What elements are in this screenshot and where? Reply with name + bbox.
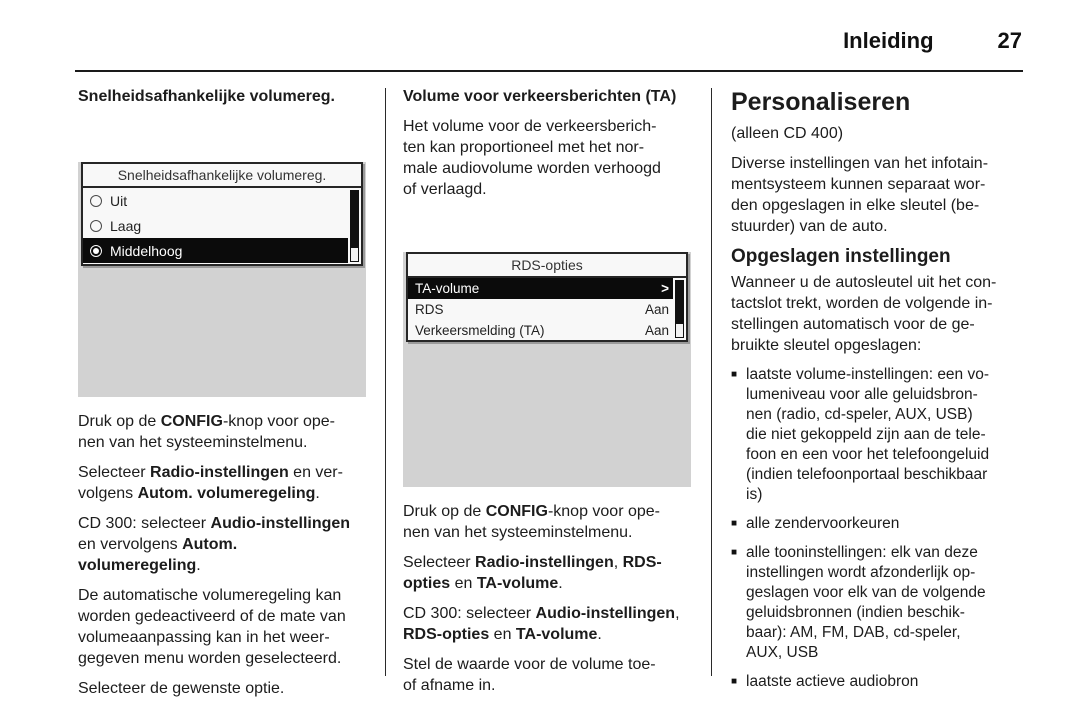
paragraph: CD 300: selecteer Audio-instellingen en vervolgens Autom. volumeregeling. bbox=[78, 515, 351, 574]
illustration-rds-options bbox=[403, 252, 691, 487]
display-screenshot bbox=[81, 162, 363, 266]
display-menu-item bbox=[83, 213, 348, 238]
bullet-square-icon: ■ bbox=[731, 518, 738, 529]
menu-item-label: TA-volume bbox=[415, 281, 480, 296]
radio-off-icon bbox=[90, 220, 102, 232]
illustration-speed-volume bbox=[78, 162, 366, 397]
radio-on-icon bbox=[90, 245, 102, 257]
paragraph: Selecteer Radio-instellingen, RDS- opties en TA-volume. bbox=[403, 554, 662, 592]
bullet-text: laatste volume-instellingen: een vo- lumeniveau voor alle geluidsbron- nen (radio, cd-speler, AUX, USB) die niet gekoppeld zijn aan de tele- foon en een voor het telefoongeluid (indien telefoonportaal beschikbaar is) bbox=[746, 366, 990, 503]
column-divider bbox=[385, 88, 386, 676]
column-heading: Snelheidsafhankelijke volumereg. bbox=[78, 88, 335, 105]
display-screenshot bbox=[406, 252, 688, 342]
paragraph: Selecteer Radio-instellingen en ver- volgens Autom. volumeregeling. bbox=[78, 464, 343, 502]
list-item bbox=[731, 365, 1023, 505]
menu-item-label: Verkeersmelding (TA) bbox=[415, 323, 545, 338]
subsection-heading: Opgeslagen instellingen bbox=[731, 246, 951, 267]
menu-item-value: Aan bbox=[644, 323, 669, 338]
display-menu-item bbox=[408, 320, 673, 341]
scrollbar-thumb bbox=[351, 248, 358, 261]
display-menu bbox=[83, 188, 348, 263]
display-menu bbox=[408, 278, 673, 341]
list-item bbox=[731, 514, 1023, 534]
display-menu-item bbox=[408, 299, 673, 320]
bullet-text: alle zendervoorkeuren bbox=[746, 515, 900, 532]
paragraph: CD 300: selecteer Audio-instellingen, RDS-opties en TA-volume. bbox=[403, 605, 680, 643]
paragraph: Selecteer de gewenste optie. bbox=[78, 680, 285, 697]
paragraph: Druk op de CONFIG-knop voor ope- nen van het systeeminstelmenu. bbox=[78, 413, 335, 451]
menu-item-value: Aan bbox=[644, 302, 669, 317]
paragraph: De automatische volumeregeling kan worden gedeactiveerd of de mate van volumeaanpassing kan in het weer- gegeven menu worden geselecteerd. bbox=[78, 587, 346, 667]
page-header bbox=[75, 28, 1022, 54]
display-menu-item-selected bbox=[83, 238, 348, 263]
chevron-right-icon: > bbox=[661, 281, 669, 296]
bullet-text: alle tooninstellingen: elk van deze instellingen wordt afzonderlijk op- geslagen voor elk van de volgende geluidsbronnen (indien beschik- baar): AM, FM, DAB, cd-speler, AUX, USB bbox=[746, 544, 986, 661]
section-heading: Personaliseren bbox=[731, 88, 911, 116]
scrollbar bbox=[675, 280, 684, 338]
list-item bbox=[731, 543, 1023, 663]
menu-item-label: Laag bbox=[110, 217, 142, 234]
header-rule bbox=[75, 70, 1023, 72]
bullet-list bbox=[731, 365, 1023, 692]
bullet-square-icon: ■ bbox=[731, 547, 738, 558]
display-title: RDS-opties bbox=[408, 254, 686, 278]
paragraph: Diverse instellingen van het infotain- mentsysteem kunnen separaat wor- den opgeslagen in elke sleutel (be- stuurder) van de auto. bbox=[731, 155, 989, 235]
bullet-text: laatste actieve audiobron bbox=[746, 673, 919, 690]
scrollbar-thumb bbox=[676, 324, 683, 337]
radio-off-icon bbox=[90, 195, 102, 207]
menu-item-label: Middelhoog bbox=[110, 242, 183, 259]
column-personalisation bbox=[731, 88, 1023, 701]
display-menu-item bbox=[83, 188, 348, 213]
column-speed-volume bbox=[78, 88, 366, 708]
display-menu-item-selected bbox=[408, 278, 673, 299]
page-number: 27 bbox=[997, 28, 1022, 53]
column-divider bbox=[711, 88, 712, 676]
column-ta-volume bbox=[403, 88, 691, 705]
list-item bbox=[731, 672, 1023, 692]
menu-item-label: RDS bbox=[415, 302, 444, 317]
paragraph: Druk op de CONFIG-knop voor ope- nen van het systeeminstelmenu. bbox=[403, 503, 660, 541]
section-title: Inleiding bbox=[843, 28, 934, 53]
column-heading: Volume voor verkeersberichten (TA) bbox=[403, 88, 677, 105]
display-title: Snelheidsafhankelijke volumereg. bbox=[83, 164, 361, 188]
paragraph: Wanneer u de autosleutel uit het con- tactslot trekt, worden de volgende in- stellingen automatisch voor de ge- bruikte sleutel opgeslagen: bbox=[731, 274, 997, 354]
scrollbar bbox=[350, 190, 359, 262]
bullet-square-icon: ■ bbox=[731, 369, 738, 380]
menu-item-label: Uit bbox=[110, 192, 128, 209]
section-subtitle: (alleen CD 400) bbox=[731, 125, 844, 142]
bullet-square-icon: ■ bbox=[731, 676, 738, 687]
paragraph: Stel de waarde voor de volume toe- of afname in. bbox=[403, 656, 656, 694]
paragraph: Het volume voor de verkeersberich- ten kan proportioneel met het nor- male audiovolume worden verhoogd of verlaagd. bbox=[403, 118, 661, 198]
